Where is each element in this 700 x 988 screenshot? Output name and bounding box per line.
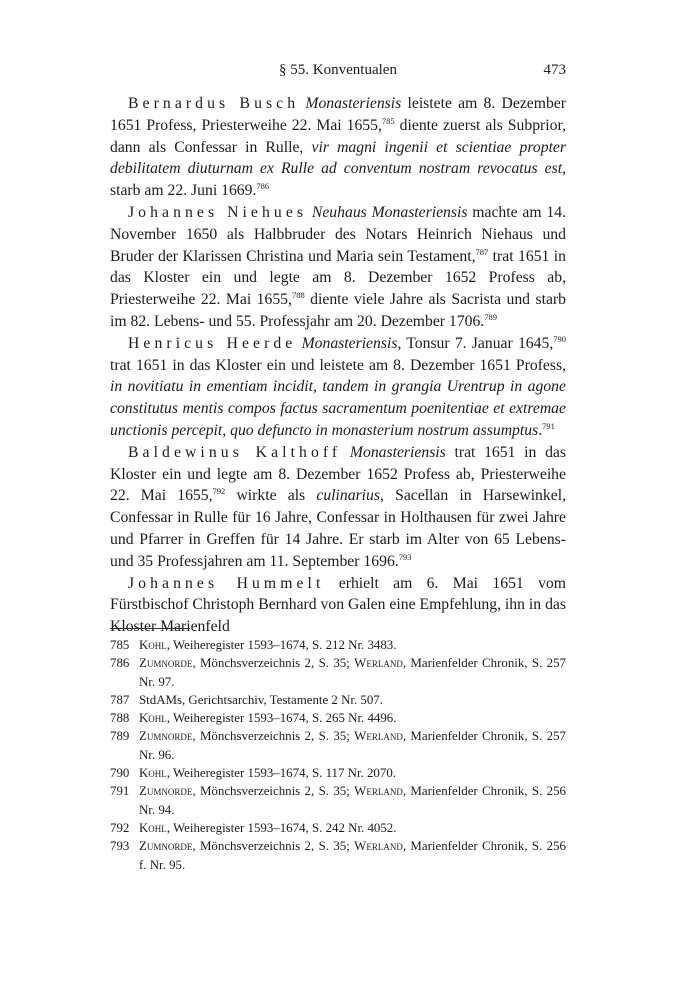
text-run: , Tonsur 7. Januar 1645, [397,334,554,352]
text-run: trat 1651 in das Kloster ein und legte am 8. Dezember 1652 Profess ab, Priesterweihe 22. Mai 1655, [110,247,567,309]
text-run: , Weiheregister 1593–1674, S. 212 Nr. 3483. [166,638,397,652]
text-run: StdAMs, Gerichtsarchiv, Testamente 2 Nr. 507. [139,692,383,707]
text-run: machte am 14. November 1650 als Halbbruder des Notars Heinrich Niehaus und Bruder der Klarissen Christina und Maria sein Testament, [110,203,566,265]
text-run: , Marienfelder Chronik, S. 257 Nr. 96. [139,729,566,762]
entry-paragraph [110,333,566,442]
footnote-ref: 785 [381,115,395,126]
footnote [110,654,566,691]
author-name: Werland [354,784,403,799]
footnote-number: 792 [110,820,130,835]
footnote-ref: 789 [484,311,497,322]
footnote-ref: 790 [553,333,566,344]
footnote-number: 785 [110,638,130,652]
author-name: Kohl [139,820,167,835]
footnote [110,636,566,654]
person-name: Johannes Hummelt [128,574,325,592]
latin-phrase: Monasteriensis [301,334,398,352]
latin-phrase: in novitiatu in ementiam incidit, tandem in grangia Urentrup in agone constitutus mentis compos factus sacramentum poenitentiae et extremae unctionis percepit, quo defuncto in monasterium nostrum assumptus [110,378,566,439]
text-run: , Marienfelder Chronik, S. 257 Nr. 97. [139,656,566,689]
footnote-number: 786 [110,656,130,671]
person-name: Baldewinus Kalthoff [128,443,342,461]
latin-phrase: vir magni ingenii et scientiae propter debilitatem diuturnam ex Rulle ad conventum nostram revocatus est [110,138,566,178]
text-run: , Marienfelder Chronik, S. 256 Nr. 94. [139,784,566,817]
footnote-number: 789 [110,729,130,744]
footnote-ref: 791 [542,420,555,431]
entry-paragraph [110,442,566,573]
author-name: Kohl [139,711,167,726]
text-run: , Mönchsverzeichnis 2, S. 35; [192,839,355,854]
text-run: . [538,421,543,439]
footnote [110,764,566,782]
author-name: Zumnorde [139,656,193,671]
text-run: diente zuerst als Subprior, dann als Confessar in Rulle, [110,116,566,156]
text-run: , Sacellan in Harsewinkel, Confessar in Rulle für 16 Jahre, Confessar in Holthausen für zwei Jahre und Pfarrer in Greffen für 14 Jahre. Er starb im Alter von 65 Lebens- und 35 Professjahren am 11. September 1696. [110,487,566,570]
page-number: 473 [543,62,566,78]
footnote [110,727,566,764]
footnotes [110,636,566,874]
text-run: trat 1651 in das Kloster ein und leistete am 8. Dezember 1651 Profess, [110,356,566,374]
text-run: , Weiheregister 1593–1674, S. 117 Nr. 2070. [166,766,396,781]
running-head [110,62,566,84]
person-name: Johannes Niehues [128,203,308,221]
footnote [110,691,566,709]
text-run: diente viele Jahre als Sacrista und starb im 82. Lebens- und 55. Professjahr am 20. Dezember 1706. [110,291,566,330]
text-run: , starb am 22. Juni 1669. [110,160,566,200]
entry-paragraph [110,202,566,333]
footnote [110,837,566,874]
text-run: , Mönchsverzeichnis 2, S. 35; [192,729,355,744]
author-name: Werland [354,839,403,854]
text-run: erhielt am 6. Mai 1651 vom Fürstbischof Christoph Bernhard von Galen eine Empfehlung, ihn in das Kloster Marienfeld [110,574,566,636]
author-name: Kohl [139,766,167,781]
author-name: Zumnorde [139,729,193,744]
footnote-ref: 786 [256,181,270,192]
footnote-divider [110,628,190,629]
footnote-number: 788 [110,711,130,726]
author-name: Zumnorde [139,839,193,854]
latin-phrase: Monasteriensis [349,443,446,461]
footnote [110,782,566,819]
text-run: trat 1651 in das Kloster ein und legte am 8. Dezember 1652 Profess ab, Priesterweihe 22. Mai 1655, [110,443,566,505]
footnote-ref: 787 [475,246,489,257]
footnote [110,709,566,727]
entry-paragraph [110,93,566,202]
text-run: , Mönchsverzeichnis 2, S. 35; [192,656,355,671]
author-name: Werland [354,656,403,671]
text-run: , Weiheregister 1593–1674, S. 265 Nr. 4496. [166,711,397,726]
footnote-ref: 793 [398,551,412,562]
text-run: , Mönchsverzeichnis 2, S. 35; [192,784,355,799]
latin-phrase: culinarius [316,487,380,505]
author-name: Kohl [139,638,167,652]
footnote-number: 791 [110,784,130,799]
footnote [110,819,566,837]
author-name: Zumnorde [139,784,193,799]
person-name: Henricus Heerde [128,334,297,352]
section-title: § 55. Konventualen [279,62,397,78]
footnote-number: 793 [110,839,130,854]
latin-phrase: Neuhaus Monasteriensis [311,203,468,221]
text-run [341,444,350,461]
text-run: wirkte als [225,487,317,505]
text-run: leistete am 8. Dezember 1651 Profess, Priesterweihe 22. Mai 1655, [110,95,566,134]
author-name: Werland [354,729,403,744]
text-run: , Weiheregister 1593–1674, S. 242 Nr. 4052. [166,820,397,835]
text-run: , Marienfelder Chronik, S. 256 f. Nr. 95. [139,839,566,872]
footnote-number: 790 [110,766,130,781]
person-name: Bernardus Busch [128,95,300,112]
footnote-ref: 792 [212,486,226,497]
body-text [110,93,566,638]
latin-phrase: Monasteriensis [305,95,402,112]
footnote-number: 787 [110,692,130,707]
footnote-ref: 788 [291,290,305,301]
